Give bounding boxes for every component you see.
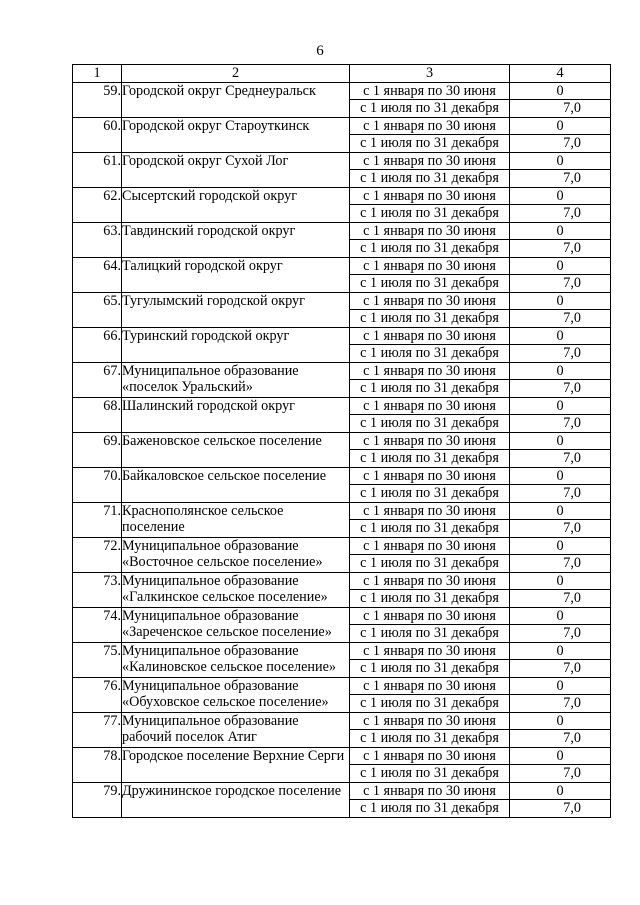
rate-second-half: 7,0 [510, 415, 611, 433]
row-number: 70. [73, 467, 122, 502]
period-first-half: с 1 января по 30 июня [350, 782, 510, 800]
municipality-name: Городское поселение Верхние Серги [122, 747, 350, 782]
municipality-name: Дружининское городское поселение [122, 782, 350, 817]
municipality-name: Тавдинский городской округ [122, 222, 350, 257]
row-number: 72. [73, 537, 122, 572]
table-row [73, 152, 611, 170]
header-row [73, 65, 611, 83]
period-first-half: с 1 января по 30 июня [350, 327, 510, 345]
rate-first-half: 0 [510, 607, 611, 625]
page-number: 6 [316, 43, 324, 59]
period-second-half: с 1 июля по 31 декабря [350, 380, 510, 398]
table-row [73, 502, 611, 520]
row-number: 75. [73, 642, 122, 677]
row-number: 65. [73, 292, 122, 327]
rate-second-half: 7,0 [510, 730, 611, 748]
rate-second-half: 7,0 [510, 765, 611, 783]
rate-first-half: 0 [510, 712, 611, 730]
table-row [73, 467, 611, 485]
row-number: 67. [73, 362, 122, 397]
period-second-half: с 1 июля по 31 декабря [350, 695, 510, 713]
rate-first-half: 0 [510, 572, 611, 590]
table-row [73, 712, 611, 730]
row-number: 78. [73, 747, 122, 782]
period-second-half: с 1 июля по 31 декабря [350, 730, 510, 748]
rate-first-half: 0 [510, 537, 611, 555]
period-first-half: с 1 января по 30 июня [350, 117, 510, 135]
rate-second-half: 7,0 [510, 380, 611, 398]
rate-first-half: 0 [510, 292, 611, 310]
period-second-half: с 1 июля по 31 декабря [350, 450, 510, 468]
rate-second-half: 7,0 [510, 450, 611, 468]
rate-second-half: 7,0 [510, 695, 611, 713]
period-first-half: с 1 января по 30 июня [350, 607, 510, 625]
period-second-half: с 1 июля по 31 декабря [350, 520, 510, 538]
rate-first-half: 0 [510, 327, 611, 345]
rate-second-half: 7,0 [510, 100, 611, 118]
period-second-half: с 1 июля по 31 декабря [350, 310, 510, 328]
rate-first-half: 0 [510, 362, 611, 380]
row-number: 71. [73, 502, 122, 537]
header-col-3: 3 [350, 65, 510, 83]
period-first-half: с 1 января по 30 июня [350, 187, 510, 205]
rate-first-half: 0 [510, 467, 611, 485]
period-first-half: с 1 января по 30 июня [350, 362, 510, 380]
table-row [73, 537, 611, 555]
period-second-half: с 1 июля по 31 декабря [350, 100, 510, 118]
municipality-name: Сысертский городской округ [122, 187, 350, 222]
municipality-name: Муниципальное образование «Восточное сельское поселение» [122, 537, 350, 572]
table-row [73, 292, 611, 310]
rate-first-half: 0 [510, 222, 611, 240]
municipality-name: Муниципальное образование «Обуховское сельское поселение» [122, 677, 350, 712]
period-second-half: с 1 июля по 31 декабря [350, 275, 510, 293]
period-second-half: с 1 июля по 31 декабря [350, 660, 510, 678]
period-first-half: с 1 января по 30 июня [350, 677, 510, 695]
period-second-half: с 1 июля по 31 декабря [350, 590, 510, 608]
rate-second-half: 7,0 [510, 660, 611, 678]
rate-first-half: 0 [510, 397, 611, 415]
municipality-name: Баженовское сельское поселение [122, 432, 350, 467]
rate-second-half: 7,0 [510, 135, 611, 153]
municipality-name: Туринский городской округ [122, 327, 350, 362]
table-row [73, 572, 611, 590]
period-first-half: с 1 января по 30 июня [350, 642, 510, 660]
period-first-half: с 1 января по 30 июня [350, 152, 510, 170]
row-number: 63. [73, 222, 122, 257]
table-row [73, 642, 611, 660]
period-first-half: с 1 января по 30 июня [350, 537, 510, 555]
table-row [73, 117, 611, 135]
rate-first-half: 0 [510, 187, 611, 205]
municipality-name: Городской округ Среднеуральск [122, 82, 350, 117]
rate-second-half: 7,0 [510, 170, 611, 188]
row-number: 79. [73, 782, 122, 817]
rate-second-half: 7,0 [510, 310, 611, 328]
rate-second-half: 7,0 [510, 800, 611, 818]
table-row [73, 187, 611, 205]
rate-first-half: 0 [510, 782, 611, 800]
header-col-2: 2 [122, 65, 350, 83]
period-second-half: с 1 июля по 31 декабря [350, 240, 510, 258]
period-second-half: с 1 июля по 31 декабря [350, 800, 510, 818]
rate-second-half: 7,0 [510, 555, 611, 573]
table-row [73, 82, 611, 100]
municipality-name: Муниципальное образование «поселок Уральский» [122, 362, 350, 397]
table-row [73, 747, 611, 765]
table-row [73, 607, 611, 625]
rate-first-half: 0 [510, 677, 611, 695]
period-first-half: с 1 января по 30 июня [350, 397, 510, 415]
municipality-name: Городской округ Сухой Лог [122, 152, 350, 187]
rate-first-half: 0 [510, 82, 611, 100]
rate-first-half: 0 [510, 117, 611, 135]
rate-second-half: 7,0 [510, 520, 611, 538]
table-row [73, 362, 611, 380]
row-number: 60. [73, 117, 122, 152]
table-row [73, 257, 611, 275]
period-second-half: с 1 июля по 31 декабря [350, 555, 510, 573]
row-number: 59. [73, 82, 122, 117]
municipality-name: Байкаловское сельское поселение [122, 467, 350, 502]
municipality-name: Муниципальное образование «Галкинское сельское поселение» [122, 572, 350, 607]
period-second-half: с 1 июля по 31 декабря [350, 345, 510, 363]
row-number: 74. [73, 607, 122, 642]
rate-first-half: 0 [510, 747, 611, 765]
row-number: 69. [73, 432, 122, 467]
rate-second-half: 7,0 [510, 345, 611, 363]
period-second-half: с 1 июля по 31 декабря [350, 765, 510, 783]
rate-second-half: 7,0 [510, 590, 611, 608]
period-first-half: с 1 января по 30 июня [350, 432, 510, 450]
period-first-half: с 1 января по 30 июня [350, 257, 510, 275]
period-second-half: с 1 июля по 31 декабря [350, 205, 510, 223]
header-col-4: 4 [510, 65, 611, 83]
municipality-name: Муниципальное образование «Зареченское сельское поселение» [122, 607, 350, 642]
row-number: 66. [73, 327, 122, 362]
row-number: 62. [73, 187, 122, 222]
row-number: 61. [73, 152, 122, 187]
row-number: 68. [73, 397, 122, 432]
rate-first-half: 0 [510, 432, 611, 450]
period-first-half: с 1 января по 30 июня [350, 222, 510, 240]
municipality-name: Краснополянское сельское поселение [122, 502, 350, 537]
period-first-half: с 1 января по 30 июня [350, 747, 510, 765]
period-first-half: с 1 января по 30 июня [350, 572, 510, 590]
municipality-name: Городской округ Староуткинск [122, 117, 350, 152]
period-first-half: с 1 января по 30 июня [350, 467, 510, 485]
rate-first-half: 0 [510, 642, 611, 660]
table-row [73, 677, 611, 695]
table-row [73, 397, 611, 415]
period-first-half: с 1 января по 30 июня [350, 712, 510, 730]
period-second-half: с 1 июля по 31 декабря [350, 170, 510, 188]
row-number: 73. [73, 572, 122, 607]
rate-second-half: 7,0 [510, 275, 611, 293]
rate-first-half: 0 [510, 257, 611, 275]
rate-second-half: 7,0 [510, 240, 611, 258]
municipality-name: Тугулымский городской округ [122, 292, 350, 327]
period-first-half: с 1 января по 30 июня [350, 82, 510, 100]
municipality-name: Талицкий городской округ [122, 257, 350, 292]
period-first-half: с 1 января по 30 июня [350, 292, 510, 310]
row-number: 76. [73, 677, 122, 712]
table-row [73, 782, 611, 800]
period-second-half: с 1 июля по 31 декабря [350, 135, 510, 153]
municipality-name: Шалинский городской округ [122, 397, 350, 432]
period-second-half: с 1 июля по 31 декабря [350, 625, 510, 643]
period-second-half: с 1 июля по 31 декабря [350, 415, 510, 433]
municipality-name: Муниципальное образование рабочий поселок Атиг [122, 712, 350, 747]
rate-second-half: 7,0 [510, 485, 611, 503]
period-first-half: с 1 января по 30 июня [350, 502, 510, 520]
rate-second-half: 7,0 [510, 625, 611, 643]
period-second-half: с 1 июля по 31 декабря [350, 485, 510, 503]
header-col-1: 1 [73, 65, 122, 83]
rates-table [72, 64, 611, 818]
table-row [73, 222, 611, 240]
rate-first-half: 0 [510, 502, 611, 520]
table-row [73, 327, 611, 345]
municipality-name: Муниципальное образование «Калиновское сельское поселение» [122, 642, 350, 677]
rate-second-half: 7,0 [510, 205, 611, 223]
rate-first-half: 0 [510, 152, 611, 170]
table-row [73, 432, 611, 450]
row-number: 77. [73, 712, 122, 747]
row-number: 64. [73, 257, 122, 292]
